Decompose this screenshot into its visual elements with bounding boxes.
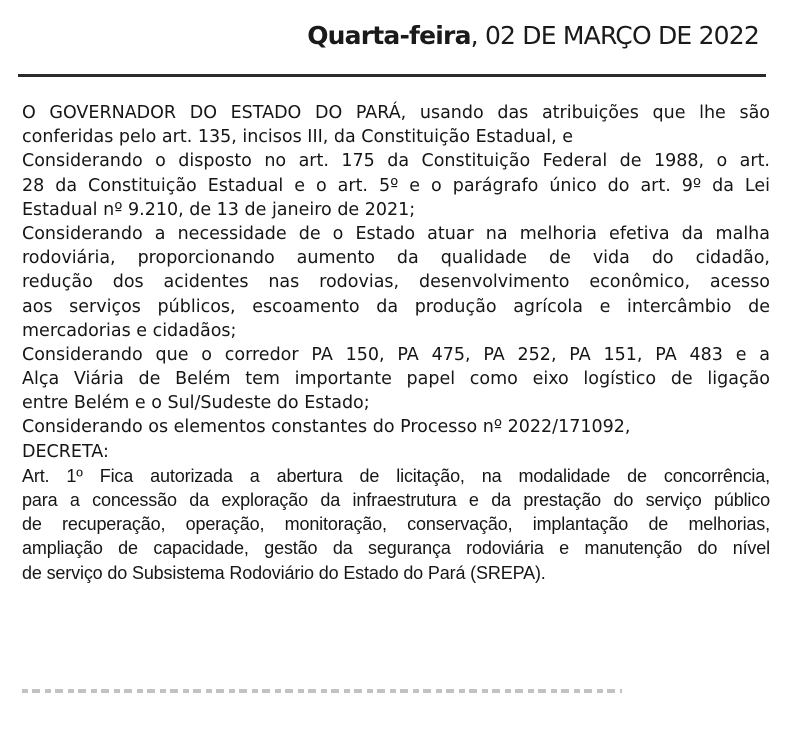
text-line: conferidas pelo art. 135, incisos III, da Constituição Estadual, e (22, 127, 574, 148)
text-line: Alça Viária de Belém tem importante papel como eixo logístico de ligação (22, 369, 770, 390)
text-line: O GOVERNADOR DO ESTADO DO PARÁ, usando das atribuições que lhe são (22, 103, 770, 123)
decree-body (22, 101, 770, 585)
text-line: de recuperação, operação, monitoração, conservação, implantação de melhorias, (22, 514, 770, 535)
text-line: Considerando que o corredor PA 150, PA 475, PA 252, PA 151, PA 483 e a (22, 344, 770, 365)
text-line: ampliação de capacidade, gestão da segurança rodoviária e manutenção do nível (22, 538, 770, 559)
header-divider (18, 74, 766, 77)
text-line: Art. 1º Fica autorizada a abertura de licitação, na modalidade de concorrência, (22, 465, 770, 486)
page-date-header (307, 18, 759, 54)
text-line: 28 da Constituição Estadual e o art. 5º e o parágrafo único do art. 9º da Lei (22, 175, 770, 196)
text-line: entre Belém e o Sul/Sudeste do Estado; (22, 393, 370, 414)
text-line: Considerando os elementos constantes do Processo nº 2022/171092, (22, 417, 631, 438)
header-separator: , (470, 21, 485, 50)
text-line: Considerando a necessidade de o Estado atuar na melhoria efetiva da malha (22, 223, 770, 244)
text-line: Estadual nº 9.210, de 13 de janeiro de 2021; (22, 199, 416, 220)
text-line: de serviço do Subsistema Rodoviário do Estado do Pará (SREPA). (22, 562, 546, 583)
text-line: rodoviária, proporcionando aumento da qualidade de vida do cidadão, (22, 248, 770, 269)
text-line: mercadorias e cidadãos; (22, 320, 237, 341)
article-1 (22, 464, 770, 585)
text-line: para a concessão da exploração da infraestrutura e da prestação do serviço público (22, 490, 770, 510)
header-date: 02 DE MARÇO DE 2022 (484, 21, 759, 50)
text-line: DECRETA: (22, 441, 109, 462)
header-weekday: Quarta-feira (307, 21, 471, 50)
text-line: aos serviços públicos, escoamento da produção agrícola e intercâmbio de (22, 296, 770, 317)
cropped-next-line (22, 689, 622, 693)
text-line: redução dos acidentes nas rodovias, desenvolvimento econômico, acesso (22, 272, 770, 293)
text-line: Considerando o disposto no art. 175 da Constituição Federal de 1988, o art. (22, 151, 770, 172)
